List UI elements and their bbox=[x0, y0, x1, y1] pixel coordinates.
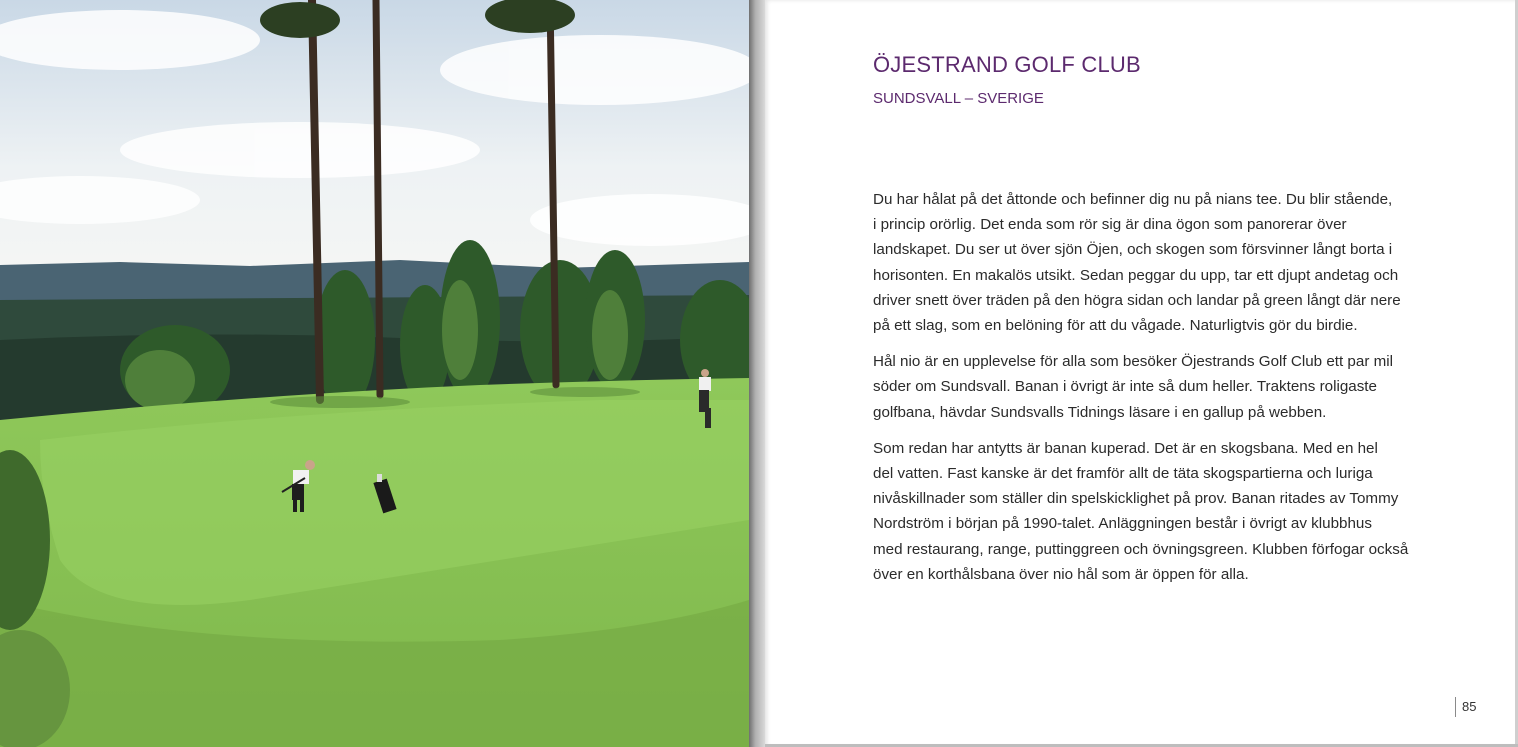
text-line: på ett slag, som en belöning för att du vågade. Naturligtvis gör du birdie. bbox=[873, 317, 1358, 335]
text-line: driver snett över träden på den högra sidan och landar på green långt där nere bbox=[873, 291, 1401, 309]
golf-course-photo bbox=[0, 0, 749, 747]
page-title: ÖJESTRAND GOLF CLUB bbox=[873, 52, 1141, 77]
book-gutter bbox=[749, 0, 765, 747]
paragraph-2 bbox=[873, 349, 1453, 425]
text-line: med restaurang, range, puttinggreen och övningsgreen. Klubben förfogar också bbox=[873, 540, 1409, 558]
text-line: del vatten. Fast kanske är det framför allt de täta skogspartierna och luriga bbox=[873, 465, 1373, 483]
paragraph-3 bbox=[873, 436, 1453, 587]
page-number: 85 bbox=[1455, 697, 1476, 717]
text-line: golfbana, hävdar Sundsvalls Tidnings läsare i en gallup på webben. bbox=[873, 403, 1327, 421]
text-line: horisonten. En makalös utsikt. Sedan peggar du upp, tar ett djupt andetag och bbox=[873, 266, 1399, 284]
text-line: Nordström i början på 1990-talet. Anläggningen består i övrigt av klubbhus bbox=[873, 515, 1372, 533]
text-line: söder om Sundsvall. Banan i övrigt är inte så dum heller. Traktens roligaste bbox=[873, 378, 1377, 396]
text-line: nivåskillnader som ställer din spelskicklighet på prov. Banan ritades av Tommy bbox=[873, 490, 1399, 508]
text-line: i princip orörlig. Det enda som rör sig är dina ögon som panorerar över bbox=[873, 216, 1347, 234]
page-subtitle: SUNDSVALL – SVERIGE bbox=[873, 90, 1044, 107]
text-page bbox=[765, 0, 1518, 747]
article-body bbox=[873, 187, 1453, 598]
photo-page bbox=[0, 0, 749, 747]
text-line: över en korthålsbana över nio hål som är öppen för alla. bbox=[873, 565, 1249, 583]
text-line: Hål nio är en upplevelse för alla som besöker Öjestrands Golf Club ett par mil bbox=[873, 353, 1393, 371]
paragraph-1 bbox=[873, 187, 1453, 338]
text-line: Som redan har antytts är banan kuperad. Det är en skogsbana. Med en hel bbox=[873, 439, 1378, 457]
text-line: landskapet. Du ser ut över sjön Öjen, och skogen som försvinner långt borta i bbox=[873, 241, 1393, 259]
text-line: Du har hålat på det åttonde och befinner dig nu på nians tee. Du blir stående, bbox=[873, 191, 1393, 208]
